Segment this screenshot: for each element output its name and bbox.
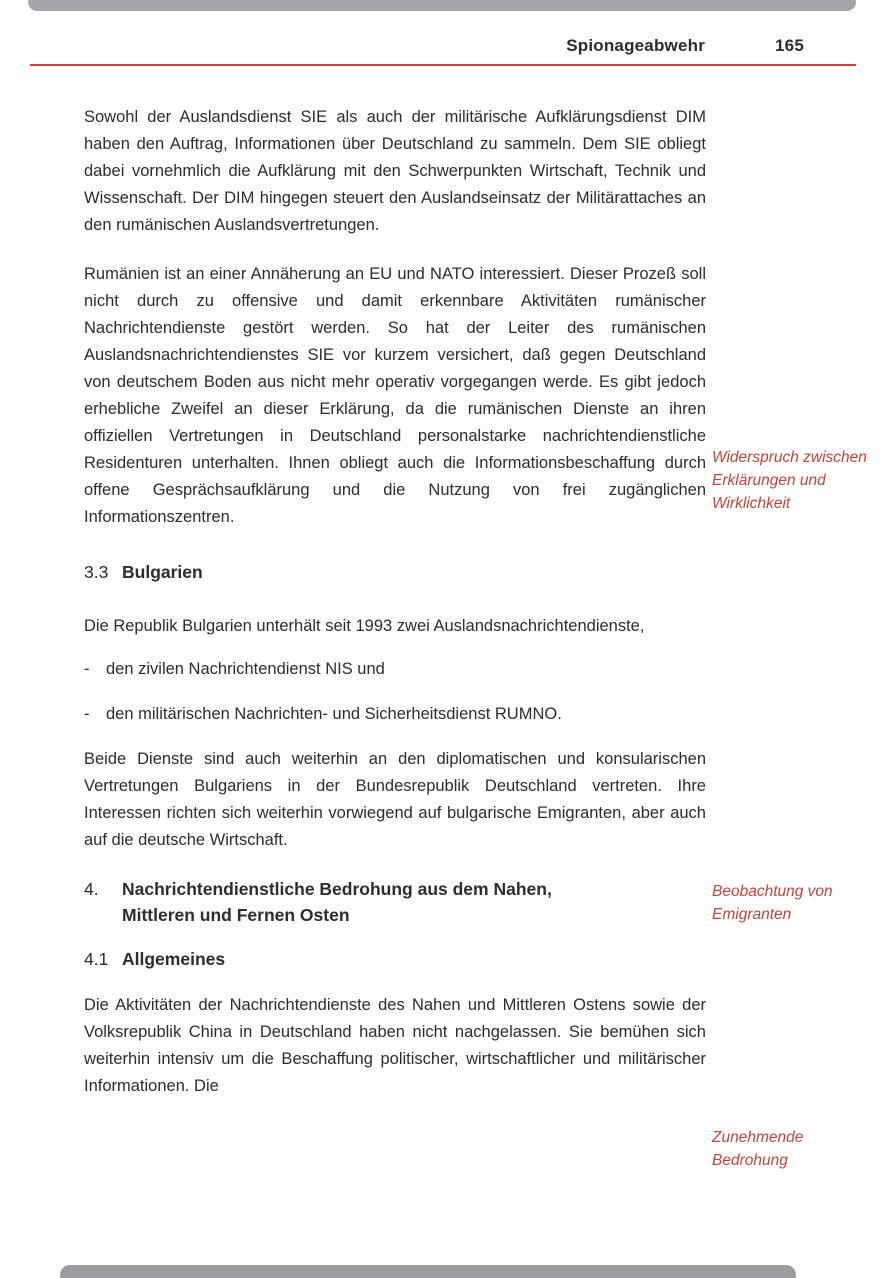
section-title: Bulgarien: [122, 562, 203, 582]
section-number: 3.3: [84, 562, 109, 582]
scan-artifact-top: [28, 0, 856, 11]
section-heading-4-1: [84, 946, 706, 972]
running-header-title: Spionageabwehr: [566, 36, 706, 55]
list-dash: -: [84, 705, 90, 723]
margin-note-emigrants: Beobachtung von Emigranten: [712, 883, 833, 923]
page-number: 165: [775, 36, 804, 55]
margin-note-threat: Zunehmende Bedrohung: [712, 1129, 804, 1169]
section-heading-3-3: [84, 559, 706, 585]
paragraph-romania-eu-nato: Rumänien ist an einer Annäherung an EU und NATO interessiert. Dieser Prozeß soll nicht durch zu offensive und damit erkennbare Aktivitäten rumänischer Nachrichtendienste gestört werden. So hat der Leiter des rumänischen Auslandsnachrichtendienstes SIE vor kurzem versichert, daß gegen Deutschland von deutschem Boden aus nicht mehr operativ vorgegangen werde. Es gibt jedoch erhebliche Zweifel an dieser Erklärung, da die rumänischen Dienste an ihren offiziellen Vertretungen in Deutschland personalstarke nachrichtendienstliche Residenturen unterhalten. Ihnen obliegt auch die Informationsbeschaffung durch offene Gesprächsaufklärung und die Nutzung von frei zugänglichen Informationszentren.: [84, 265, 706, 526]
margin-note-contradiction: Widerspruch zwischen Erklärungen und Wirklichkeit: [712, 449, 867, 512]
section-heading-4: [84, 876, 706, 928]
section-number: 4.: [84, 879, 99, 899]
paragraph-bulgaria-intro: Die Republik Bulgarien unterhält seit 1993 zwei Auslandsnachrichtendienste,: [84, 617, 645, 635]
services-list: [84, 656, 706, 728]
list-item-text: den zivilen Nachrichtendienst NIS und: [106, 660, 385, 678]
section-number: 4.1: [84, 949, 109, 969]
paragraph-near-east: Die Aktivitäten der Nachrichtendienste des Nahen und Mittleren Ostens sowie der Volksrepublik China in Deutschland haben nicht nachgelassen. Sie bemühen sich weiterhin intensiv um die Beschaffung politischer, wirtschaftlicher und militärischer Informationen. Die: [84, 996, 706, 1095]
main-text-column: [84, 104, 706, 1122]
paragraph-bulgaria-presence: Beide Dienste sind auch weiterhin an den diplomatischen und konsularischen Vertretungen Bulgariens in der Bundesrepublik Deutschland vertreten. Ihre Interessen richten sich weiterhin vorwiegend auf bulgarische Emigranten, aber auch auf die deutsche Wirtschaft.: [84, 750, 706, 849]
section-title: Allgemeines: [122, 949, 226, 969]
running-header: [30, 36, 856, 56]
list-item: [84, 656, 706, 683]
list-item: [84, 701, 706, 728]
section-title: Nachrichtendienstliche Bedrohung aus dem Nahen, Mittleren und Fernen Osten: [122, 879, 552, 925]
header-rule: [30, 64, 856, 66]
paragraph-romania-services: Sowohl der Auslandsdienst SIE als auch der militärische Aufklärungsdienst DIM haben den Auftrag, Informationen über Deutschland zu sammeln. Dem SIE obliegt dabei vornehmlich die Aufklärung mit den Schwerpunkten Wirtschaft, Technik und Wissenschaft. Der DIM hingegen steuert den Auslandseinsatz der Militärattaches an den rumänischen Auslandsvertretungen.: [84, 108, 706, 234]
scan-artifact-bottom: [60, 1265, 796, 1278]
list-item-text: den militärischen Nachrichten- und Sicherheitsdienst RUMNO.: [106, 705, 562, 723]
list-dash: -: [84, 660, 90, 678]
